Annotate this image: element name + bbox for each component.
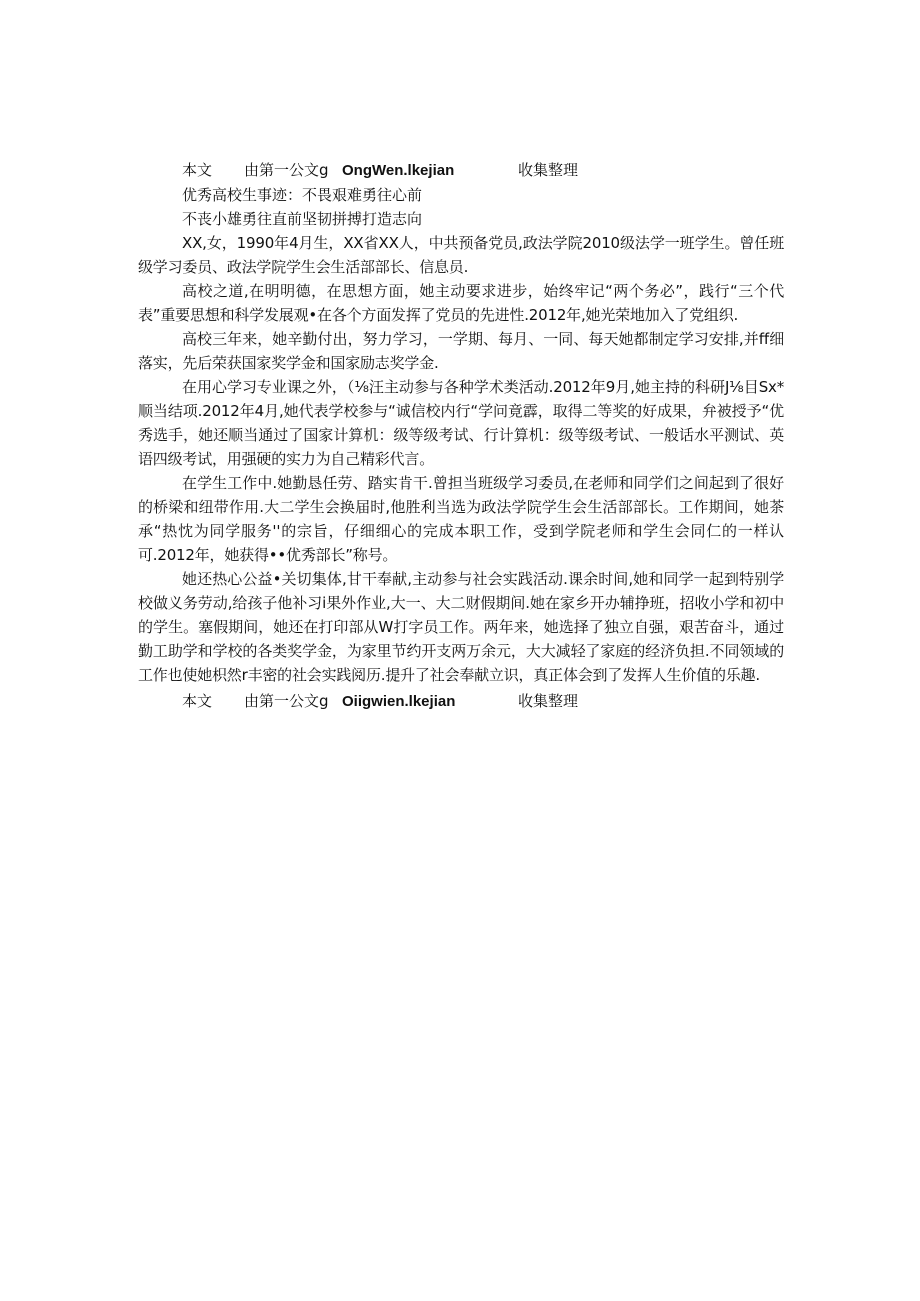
source-footer xyxy=(138,689,784,714)
paragraph-1: XX,女，1990年4月生，XX省XX人，中共预备党员,政法学院2010级法学一班学生。曾任班级学习委员、政法学院学生会生活部部长、信息员. xyxy=(138,234,784,276)
footer-text-2: 由第一公文g xyxy=(244,692,329,710)
paragraph-4: 在用心学习专业课之外，（⅛汪主动参与各种学术类活动.2012年9月,她主持的科研J⅛目Sx*顺当结项.2012年4月,她代表学校参与“诚信校内行“学问竟霹，取得二等奖的好成果，弁被授予“优秀选手，她还顺当通过了国家计算机：级等级考试、行计算机：级等级考试、一般话水平测试、英语四级考试，用强硬的实力为自己精彩代言。 xyxy=(138,378,784,468)
header-text-1: 本文 xyxy=(182,161,213,179)
footer-text-3: Oiigwien.lkejian xyxy=(342,693,456,710)
header-text-4: 收集整理 xyxy=(518,161,579,179)
footer-text-4: 收集整理 xyxy=(518,692,579,710)
paragraph-6: 她还热心公益•关切集体,甘干奉献,主动参与社会实践活动.课余时间,她和同学一起到特别学校做义务劳动,给孩子他补习i果外作业,大一、大二财假期间.她在家乡开办辅挣班，招收小学和初中的学生。塞假期间，她还在打印部从W打字员工作。两年来，她选择了独立自强，艰苦奋斗，通过勤工助学和学校的各类奖学金，为家里节约开支两万余元，大大减轻了家庭的经济负担.不同领域的工作也使她枳然r丰密的社会实践阅历.提升了社会奉献立识，真正体会到了发挥人生价值的乐趣. xyxy=(138,570,784,684)
paragraph-3: 高校三年来，她辛勤付出，努力学习，一学期、每月、一同、每天她都制定学习安排,并ff细落实，先后荣获国家奖学金和国家励志奖学金. xyxy=(138,330,784,372)
footer-text-1: 本文 xyxy=(182,692,213,710)
paragraph-2: 高校之道,在明明德，在思想方面，她主动要求进步，始终牢记“两个务必”，践行“三个代表”重要思想和科学发展观•在各个方面发挥了党员的先进性.2012年,她光荣地加入了党组织. xyxy=(138,282,784,324)
header-text-2: 由第一公文g xyxy=(244,161,329,179)
header-text-3: OngWen.lkejian xyxy=(342,162,455,179)
document-body xyxy=(138,158,784,714)
document-subtitle: 不丧小雄勇往直前坚韧拼搏打造志向 xyxy=(182,210,423,228)
source-header xyxy=(138,158,784,183)
document-title: 优秀高校生事迹：不畏艰难勇往心前 xyxy=(182,186,423,204)
paragraph-5: 在学生工作中.她勤恳任劳、踏实肯干.曾担当班级学习委员,在老师和同学们之间起到了很好的桥梁和纽带作用.大二学生会换届时,他胜利当选为政法学院学生会生活部部长。工作期间，她茶承“热忱为同学服务''的宗旨，仔细细心的完成本职工作，受到学院老师和学生会同仁的一样认可.2012年，她获得••优秀部长”称号。 xyxy=(138,474,784,564)
